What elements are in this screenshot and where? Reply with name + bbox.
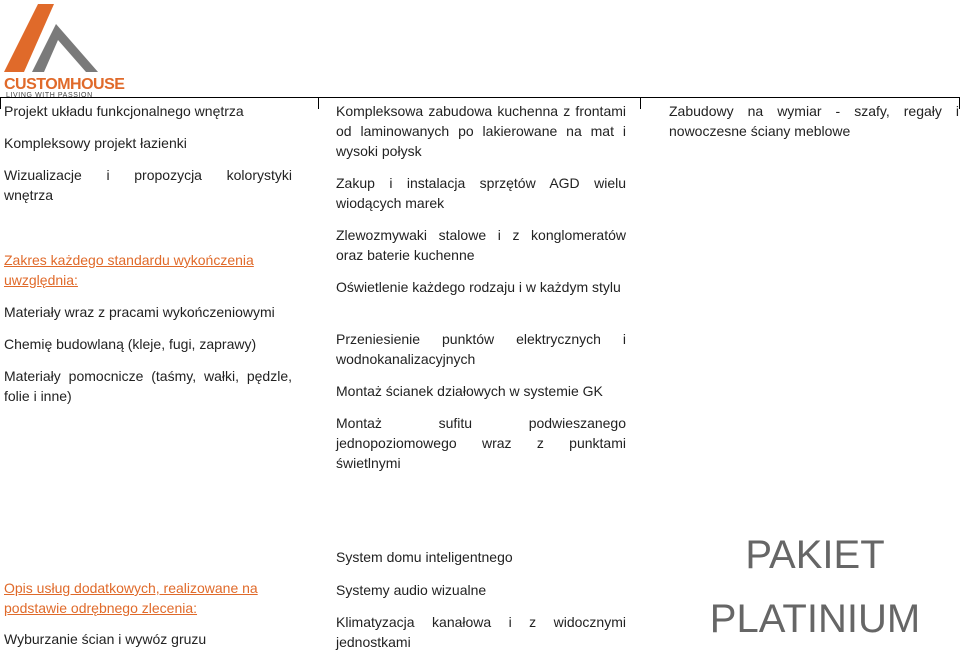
service-item: Montaż ścianek działowych w systemie GK [336,383,603,399]
service-item: Systemy audio wizualne [336,582,487,598]
standard-item: Chemię budowlaną (kleje, fugi, zaprawy) [4,336,257,352]
standard-item: Materiały pomocnicze (taśmy, wałki, pędzle, folie i inne) [4,368,292,404]
house-logo-icon [2,2,100,78]
extra-service-item: Wyburzanie ścian i wywóz gruzu [4,631,207,647]
company-logo [2,2,125,99]
service-item-continued: wnętrza [4,187,54,203]
standard-item: Materiały wraz z pracami wykończeniowymi [4,304,275,320]
extra-services-heading: Opis usług dodatkowych, realizowane na podstawie odrębnego zlecenia: [4,580,258,616]
service-item: Wizualizacje i propozycja kolorystyki [4,167,292,183]
logo-wordmark: CUSTOMHOUSE [4,76,125,93]
service-item: Oświetlenie każdego rodzaju i w każdym stylu [336,279,621,295]
service-item: Przeniesienie punktów elektrycznych i wodnokanalizacyjnych [336,331,626,367]
service-item: Zlewozmywaki stalowe i z konglomeratów oraz baterie kuchenne [336,227,626,263]
package-title-line1: PAKIET [745,533,885,577]
service-item: Montaż sufitu podwieszanego jednopoziomowego wraz z punktami świetlnymi [336,415,626,471]
service-item: Klimatyzacja kanałowa i z widocznymi jednostkami [336,614,626,650]
service-item: Projekt układu funkcjonalnego wnętrza [4,103,244,119]
table-divider [0,97,1,109]
service-item: Kompleksowy projekt łazienki [4,135,187,151]
table-divider [640,97,641,109]
service-item: Zakup i instalacja sprzętów AGD wielu wiodących marek [336,175,626,211]
table-top-rule [0,97,960,98]
standard-heading: Zakres każdego standardu wykończenia uwzględnia: [4,252,254,288]
service-item: Kompleksowa zabudowa kuchenna z frontami od laminowanych po lakierowane na mat i wysoki połysk [336,103,626,159]
service-item: System domu inteligentnego [336,549,513,565]
service-item: Zabudowy na wymiar - szafy, regały i nowoczesne ściany meblowe [669,103,959,139]
package-title-line2: PLATINIUM [709,597,921,641]
logo-tagline: LIVING WITH PASSION [6,92,93,99]
table-divider [318,97,319,109]
